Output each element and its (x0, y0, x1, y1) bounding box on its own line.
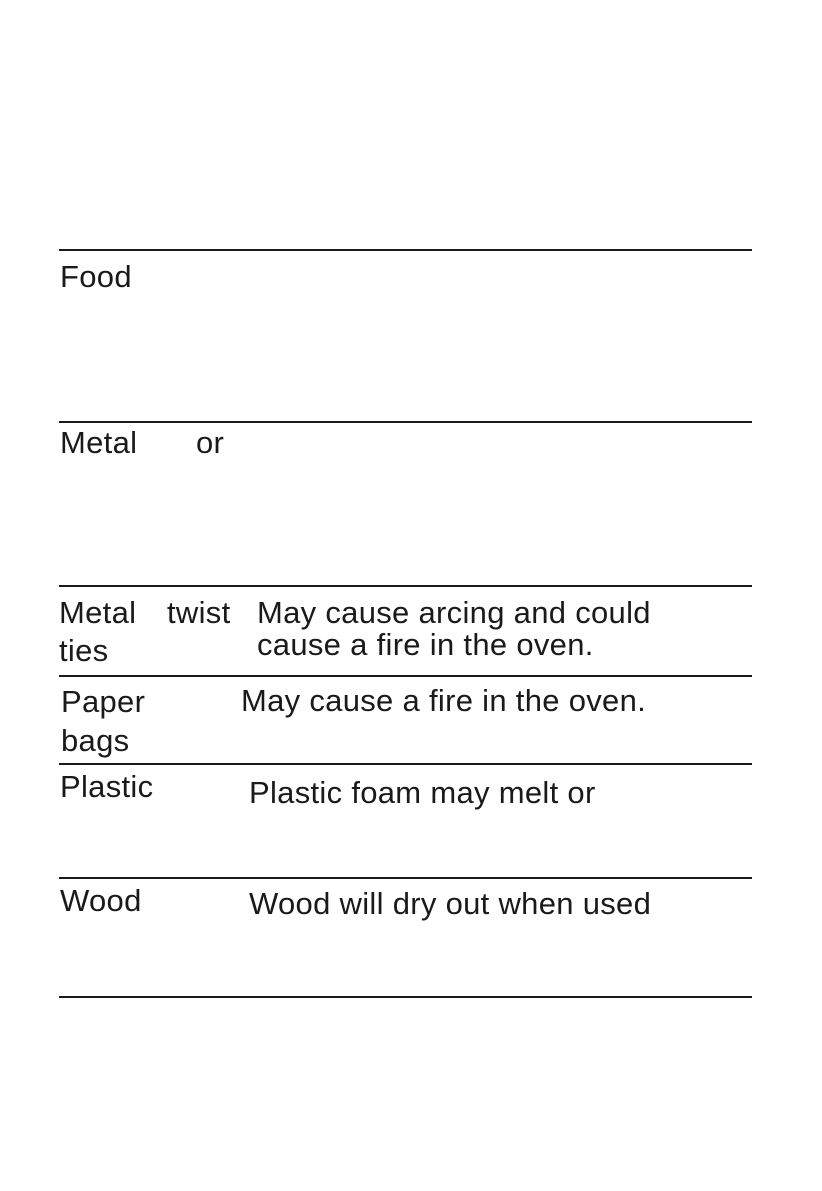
row-description: May cause a fire in the oven. (241, 683, 647, 718)
table-rule (59, 585, 752, 587)
row-label: or (196, 425, 225, 460)
table-rule (59, 421, 752, 423)
table-rule (59, 763, 752, 765)
row-label: Metal (59, 595, 137, 630)
table-rule (59, 877, 752, 879)
row-description: cause a fire in the oven. (257, 627, 594, 662)
row-label: bags (61, 723, 130, 758)
row-label: Wood (60, 883, 142, 918)
row-label: Plastic (60, 769, 154, 804)
table-rule (59, 675, 752, 677)
row-label: Metal (60, 425, 138, 460)
row-description: Plastic foam may melt or (249, 775, 596, 810)
table-rule (59, 996, 752, 998)
row-description: May cause arcing and could (257, 595, 651, 630)
row-label: Food (60, 259, 132, 294)
row-label: twist (167, 595, 231, 630)
row-label: Paper (61, 684, 146, 719)
table-rule (59, 249, 752, 251)
row-label: ties (59, 633, 109, 668)
row-description: Wood will dry out when used (249, 886, 652, 921)
